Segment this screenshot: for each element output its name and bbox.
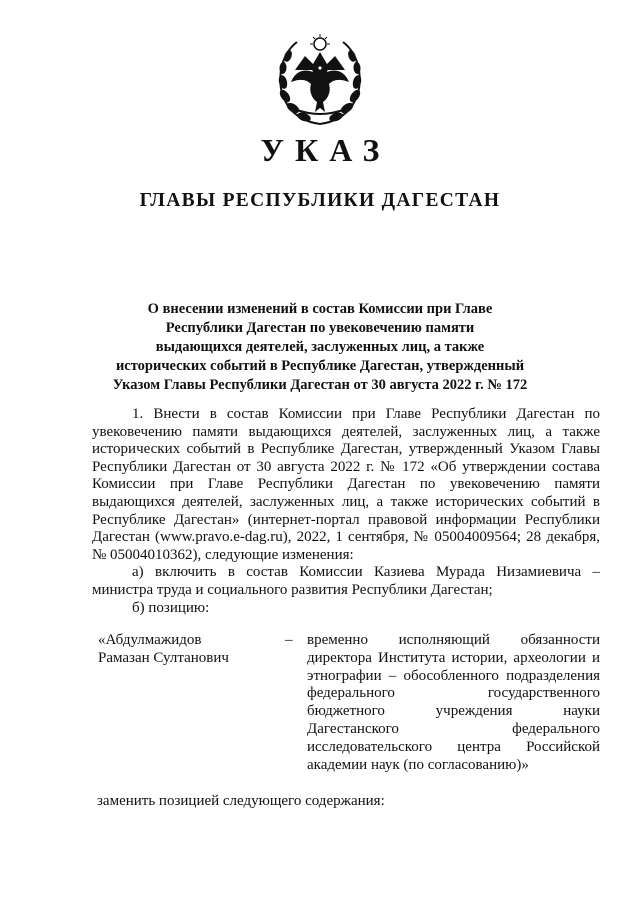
text-line: Республики Дагестан от 30 августа 2022 г. № 172 «Об утверждении состава [92, 458, 600, 475]
sub-item-b [92, 600, 600, 618]
text-line: исторических событий в Республике Дагестан, утвержденный Указом Главы [92, 441, 600, 458]
desc-line: этнографии – обособленного подразделения [307, 667, 600, 684]
position-description [307, 632, 600, 774]
desc-line: бюджетного учреждения науки [307, 703, 600, 720]
text-line: Комиссии при Главе Республики Дагестан по увековечению памяти [92, 476, 600, 493]
document-title: УКАЗ [260, 132, 391, 168]
desc-line: исследовательского центра Российской [307, 738, 600, 755]
heading-line: Республики Дагестан по увековечению памяти [165, 320, 475, 336]
heading-line: О внесении изменений в состав Комиссии при Главе [147, 301, 493, 317]
desc-line: временно исполняющий обязанности [307, 632, 600, 648]
desc-line: федерального государственного [307, 685, 600, 702]
desc-line: академии наук (по согласованию)» [307, 756, 529, 773]
desc-line: Дагестанского федерального [307, 720, 600, 737]
heading-line: исторических событий в Республике Дагестан, утвержденный [115, 358, 525, 374]
heading-line: Указом Главы Республики Дагестан от 30 августа 2022 г. № 172 [112, 377, 528, 393]
document-subtitle: ГЛАВЫ РЕСПУБЛИКИ ДАГЕСТАН [139, 190, 501, 211]
heading-line: выдающихся деятелей, заслуженных лиц, а также [155, 339, 485, 355]
decree-heading [92, 300, 548, 395]
desc-line: директора Института истории, археологии и [307, 649, 600, 666]
position-dash: – [285, 632, 293, 648]
text-line: б) позицию: [132, 599, 210, 616]
position-name [98, 632, 268, 668]
text-line: министра труда и социального развития Республики Дагестан; [92, 581, 493, 598]
item-1-paragraph [92, 406, 600, 564]
text-line: № 05004010362), следующие изменения: [92, 546, 354, 563]
text-line: увековечению памяти выдающихся деятелей, заслуженных лиц, а также [92, 423, 600, 440]
text-line: Дагестан (www.pravo.e-dag.ru), 2022, 1 сентября, № 05004009564; 28 декабря, [92, 529, 600, 546]
text-line: Республике Дагестан» (интернет-портал правовой информации Республики [92, 511, 600, 528]
coat-of-arms-icon [273, 32, 367, 128]
text-line: а) включить в состав Комиссии Казиева Мурада Низамиевича – [132, 564, 600, 581]
text-line: 1. Внести в состав Комиссии при Главе Республики Дагестан по [132, 406, 600, 422]
replace-instruction: заменить позицией следующего содержания: [97, 793, 385, 809]
name-line: Рамазан Султанович [98, 649, 229, 666]
decree-body [92, 406, 600, 617]
name-line: «Абдулмажидов [98, 632, 202, 648]
text-line: выдающихся деятелей, заслуженных лиц, а также исторических событий в [92, 493, 600, 510]
sub-item-a [92, 564, 600, 599]
